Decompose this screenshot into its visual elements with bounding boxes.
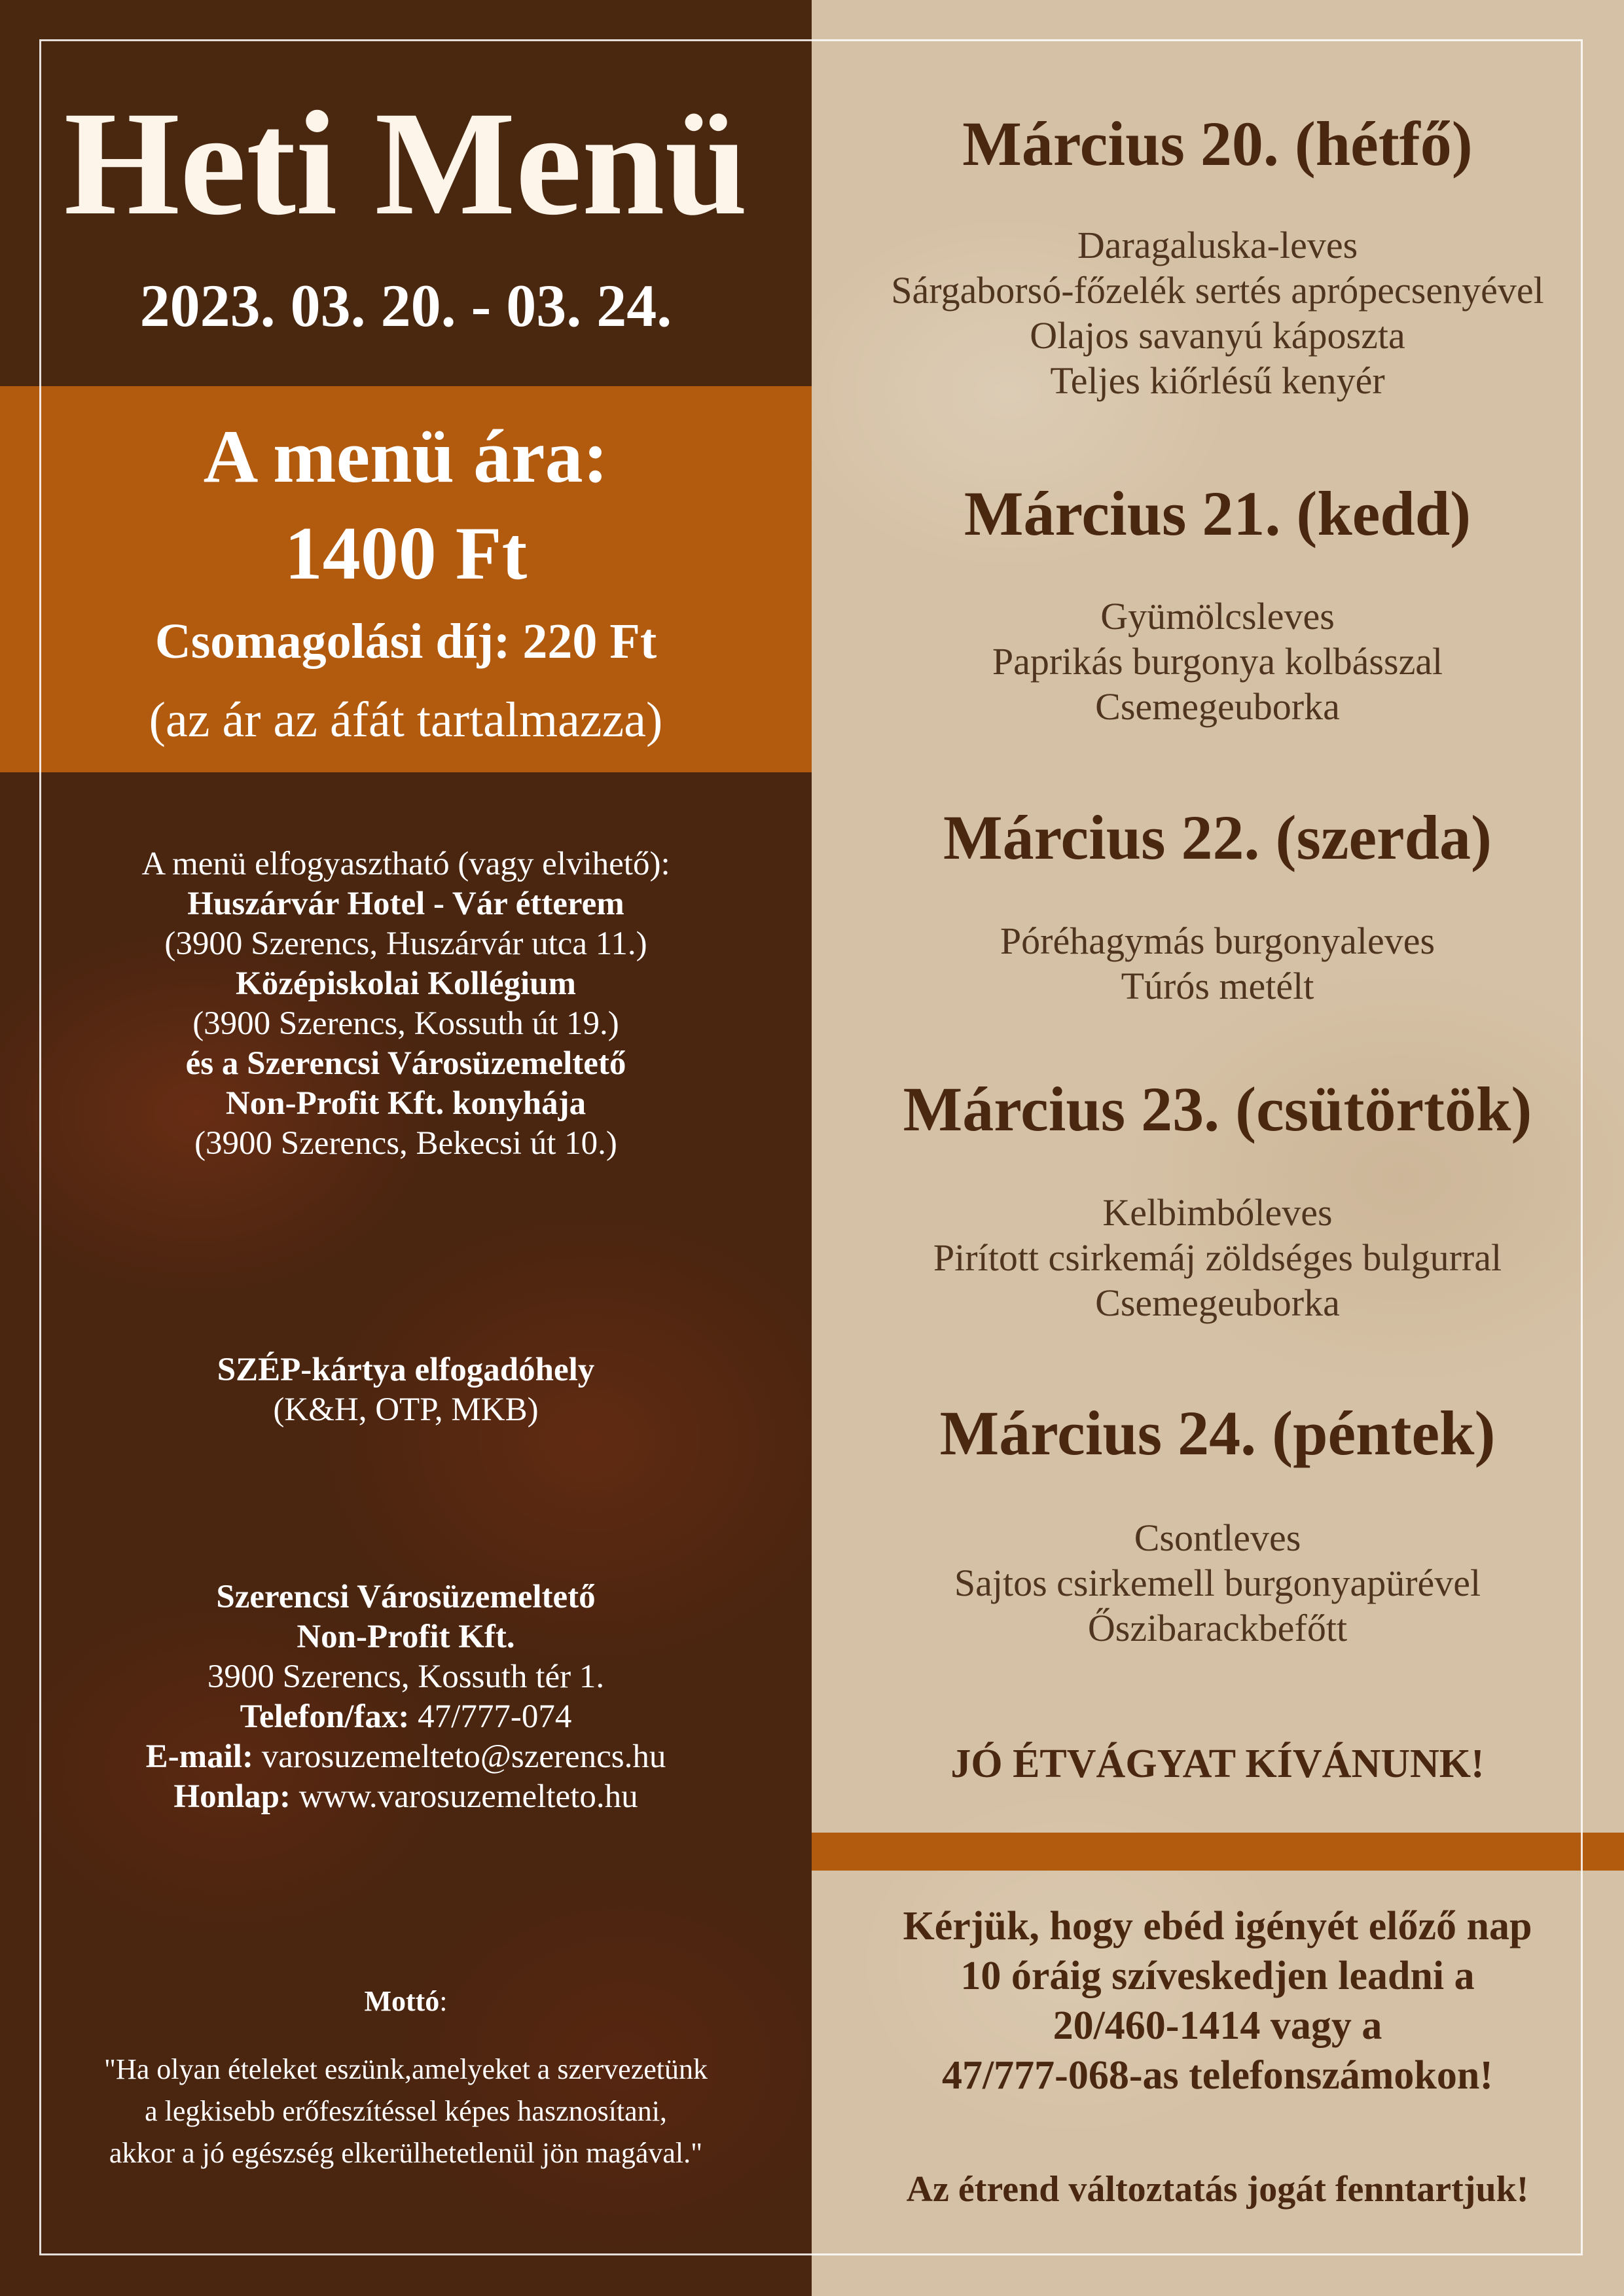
szep-cards: (K&H, OTP, MKB): [273, 1391, 539, 1428]
day-5-dish-3: Őszibarackbefőtt: [1087, 1607, 1348, 1649]
location-2-address: (3900 Szerencs, Kossuth út 19.): [192, 1005, 619, 1042]
day-5-dish-1: Csontleves: [1134, 1516, 1301, 1559]
day-1-dish-4: Teljes kiőrlésű kenyér: [1050, 359, 1385, 402]
day-3-dish-1: Póréhagymás burgonyaleves: [1000, 920, 1435, 962]
phone-value: 47/777-074: [409, 1698, 572, 1735]
day-3-title: Március 22. (szerda): [943, 802, 1492, 872]
szep-title: SZÉP-kártya elfogadóhely: [217, 1352, 595, 1388]
day-2-dish-2: Paprikás burgonya kolbásszal: [992, 640, 1443, 683]
order-note-line-4: 47/777-068-as telefonszámokon!: [941, 2053, 1494, 2098]
motto-quote: [39, 2049, 772, 2174]
email-label: E-mail:: [145, 1738, 253, 1775]
day-3-dish-2: Túrós metélt: [1121, 965, 1314, 1007]
email-value[interactable]: varosuzemelteto@szerencs.hu: [253, 1738, 666, 1775]
org-name-line2: Non-Profit Kft.: [297, 1619, 515, 1655]
location-1-name: Huszárvár Hotel - Vár étterem: [187, 886, 624, 922]
org-address: 3900 Szerencs, Kossuth tér 1.: [207, 1659, 605, 1695]
phone-line: [39, 1697, 772, 1737]
email-line: [39, 1737, 772, 1777]
contact-block: [39, 1577, 772, 1817]
web-label: Honlap:: [173, 1778, 291, 1815]
szep-block: [39, 1350, 772, 1430]
day-4-dish-1: Kelbimbóleves: [1102, 1191, 1333, 1234]
motto-line-3: akkor a jó egészség elkerülhetetlenül jön magával.": [109, 2137, 703, 2169]
day-1-dish-3: Olajos savanyú káposzta: [1030, 314, 1405, 357]
locations-intro: A menü elfogyasztható (vagy elvihető):: [141, 846, 670, 882]
page-title: Heti Menü: [63, 81, 748, 246]
day-4-dishes: [818, 1190, 1617, 1325]
price-label: A menü ára:: [203, 415, 609, 499]
motto-label: Mottó: [364, 1985, 440, 2017]
day-1-dish-2: Sárgaborsó-főzelék sertés aprópecsenyével: [891, 269, 1544, 312]
date-range: 2023. 03. 20. - 03. 24.: [139, 272, 672, 339]
location-1-address: (3900 Szerencs, Huszárvár utca 11.): [164, 925, 647, 962]
location-2-name: Középiskolai Kollégium: [236, 965, 576, 1002]
locations-block: [39, 844, 772, 1164]
location-3-address: (3900 Szerencs, Bekecsi út 10.): [194, 1125, 617, 1162]
packaging-fee: Csomagolási díj: 220 Ft: [154, 614, 657, 669]
reservation-note: Az étrend változtatás jogát fenntartjuk!: [906, 2169, 1529, 2210]
web-line: [39, 1777, 772, 1817]
day-2-dish-3: Csemegeuborka: [1095, 685, 1340, 728]
order-note-line-3: 20/460-1414 vagy a: [1053, 2003, 1382, 2048]
day-5-dishes: [818, 1515, 1617, 1651]
motto-heading: [39, 1983, 772, 2020]
phone-label: Telefon/fax:: [240, 1698, 410, 1735]
web-value[interactable]: www.varosuzemelteto.hu: [290, 1778, 638, 1815]
price-value: 1400 Ft: [284, 512, 528, 596]
day-2-dish-1: Gyümölcsleves: [1100, 595, 1335, 637]
order-note: [818, 1901, 1617, 2100]
motto-colon: :: [439, 1985, 448, 2017]
day-2-title: Március 21. (kedd): [964, 478, 1471, 548]
day-1-dishes: [818, 223, 1617, 403]
day-3-dishes: [818, 918, 1617, 1009]
location-3-name-line2: Non-Profit Kft. konyhája: [225, 1085, 586, 1122]
greeting: JÓ ÉTVÁGYAT KÍVÁNUNK!: [950, 1742, 1485, 1786]
day-1-title: Március 20. (hétfő): [962, 109, 1473, 179]
location-3-name-line1: és a Szerencsi Városüzemeltető: [185, 1045, 626, 1082]
day-2-dishes: [818, 594, 1617, 729]
day-1-dish-1: Daragaluska-leves: [1077, 224, 1358, 266]
order-note-line-1: Kérjük, hogy ebéd igényét előző nap: [903, 1904, 1532, 1948]
day-4-dish-2: Pirított csirkemáj zöldséges bulgurral: [933, 1236, 1502, 1279]
order-note-line-2: 10 óráig szíveskedjen leadni a: [960, 1954, 1475, 1998]
motto-line-2: a legkisebb erőfeszítéssel képes hasznosítani,: [145, 2095, 667, 2127]
day-5-title: Március 24. (péntek): [939, 1398, 1496, 1468]
vat-note: (az ár az áfát tartalmazza): [149, 692, 663, 747]
org-name-line1: Szerencsi Városüzemeltető: [216, 1579, 596, 1615]
day-4-dish-3: Csemegeuborka: [1095, 1282, 1340, 1324]
motto-line-1: "Ha olyan ételeket eszünk,amelyeket a szervezetünk: [104, 2053, 708, 2085]
day-5-dish-2: Sajtos csirkemell burgonyapürével: [954, 1562, 1481, 1604]
day-4-title: Március 23. (csütörtök): [903, 1074, 1532, 1144]
